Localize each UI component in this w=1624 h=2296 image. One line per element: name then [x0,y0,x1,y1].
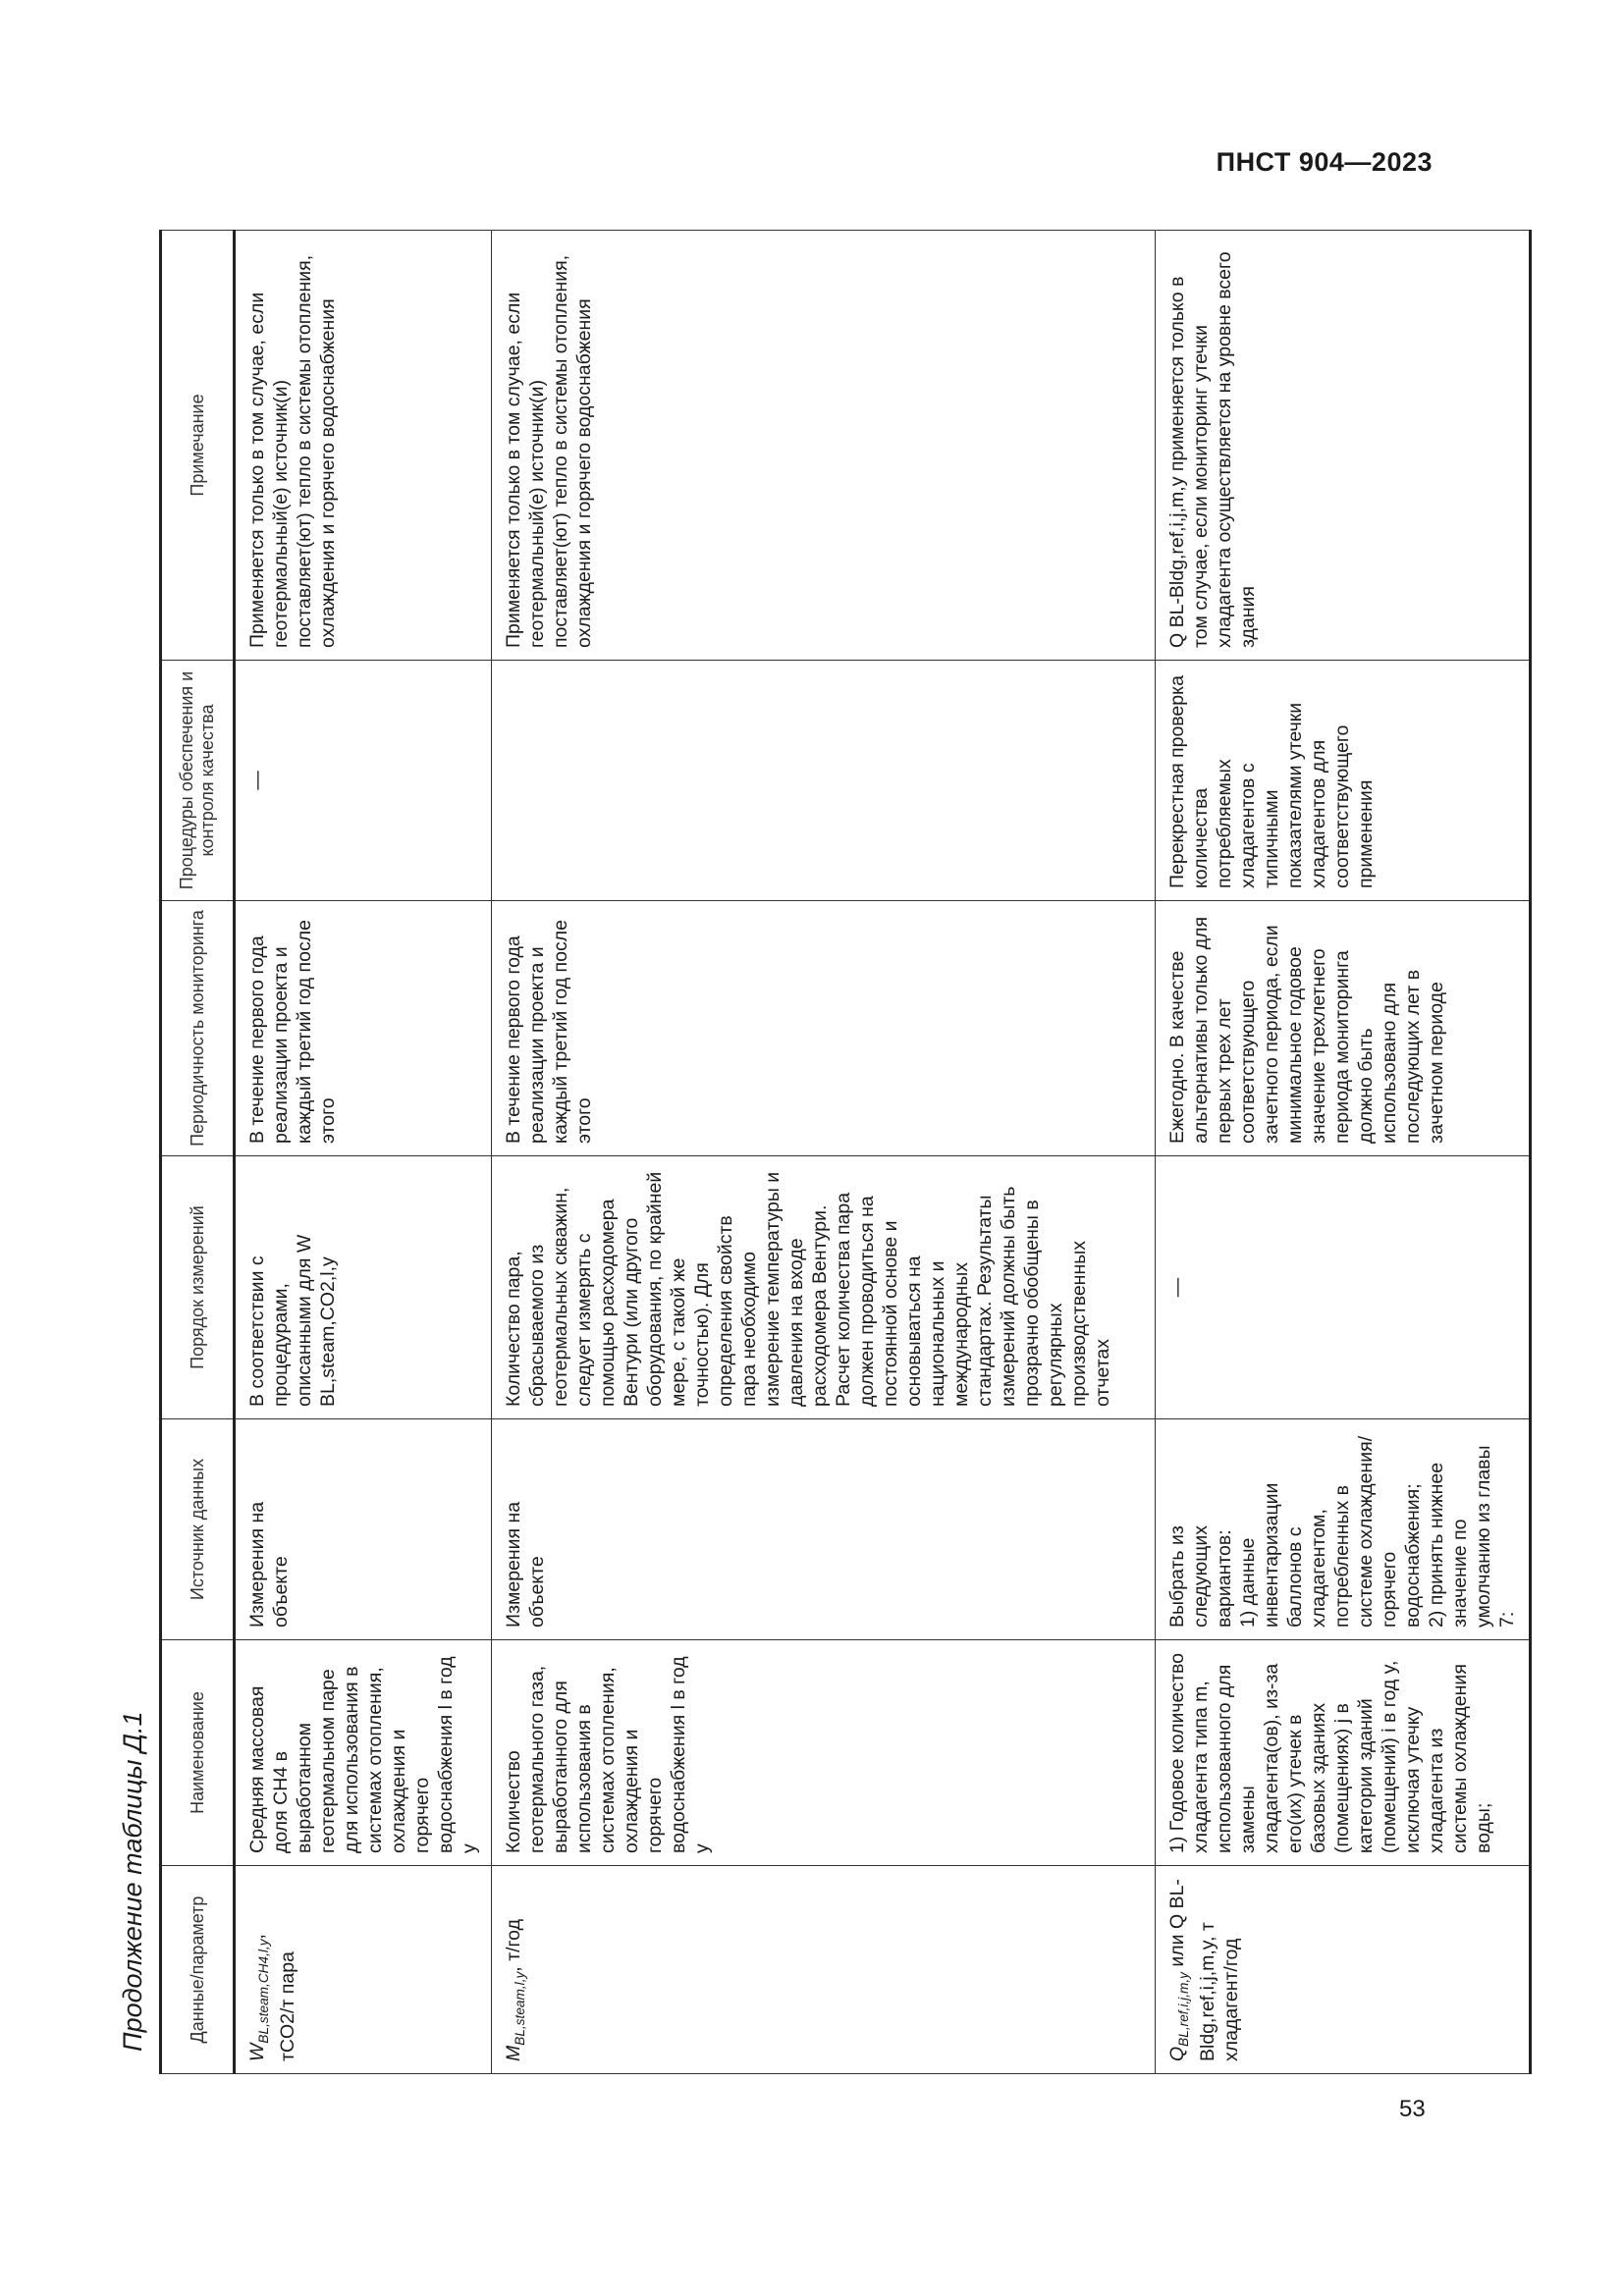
cell-name: Количество геотермального газа, выработанного для использования в системах отопления, охлаждения и горячего водоснабжения l в год y [492,1640,1156,1866]
col-header-parameter: Данные/параметр [161,1866,235,2074]
cell-qa-qc: Перекрестная проверка количества потребляемых хладагентов с типичными показателями утечки хладагентов для соответствующего применения [1156,661,1531,901]
cell-frequency: В течение первого года реализации проекта и каждый третий год после этого [492,901,1156,1156]
col-header-procedure: Порядок измерений [161,1156,235,1419]
cell-name: 1) Годовое количество хладагента типа m, использованного для замены хладагента(ов), из-за его(их) утечек в базовых зданиях (помещениях) j в категории зданий (помещений) i в год y, исключая утечку хладагента из системы охлаждения воды; [1156,1640,1531,1866]
col-header-name: Наименование [161,1640,235,1866]
cell-procedure: — [1156,1156,1531,1419]
cell-source: Измерения на объекте [235,1419,492,1640]
cell-source: Измерения на объекте [492,1419,1156,1640]
cell-note: Применяется только в том случае, если геотермальный(е) источник(и) поставляет(ют) тепло в системы отопления, охлаждения и горячего водоснабжения [235,231,492,661]
cell-parameter: $M_{BL,steam,l,y}$, т/год [492,1866,1156,2074]
cell-qa-qc [492,661,1156,901]
col-header-qa-qc: Процедуры обеспечения и контроля качества [161,661,235,901]
table-row [1156,231,1531,2074]
cell-parameter: $W_{BL,steam,CH4,l,y}$, тCO2/т пара [235,1866,492,2074]
cell-frequency: Ежегодно. В качестве альтернативы только для первых трех лет соответствующего зачетного периода, если минимальное годовое значение трехлетнего периода мониторинга должно быть использовано для последующих лет в зачетном периоде [1156,901,1531,1156]
cell-qa-qc: — [235,661,492,901]
cell-frequency: В течение первого года реализации проекта и каждый третий год после этого [235,901,492,1156]
monitoring-table [159,230,1532,2074]
col-header-source: Источник данных [161,1419,235,1640]
table-row [235,231,492,2074]
cell-source: Выбрать из следующих вариантов: 1) данные инвентаризации баллонов с хладагентом, потребленных в системе охлаждения/горячего водоснабжения; 2) принять нижнее значение по умолчанию из главы 7: [1156,1419,1531,1640]
cell-procedure: Количество пара, сбрасываемого из геотермальных скважин, следует измерять с помощью расходомера Вентури (или другого оборудования, по крайней мере, с такой же точностью). Для определения свойств пара необходимо измерение температуры и давления на входе расходомера Вентури. Расчет количества пара должен проводиться на постоянной основе и основываться на национальных и международных стандартах. Результаты измерений должны быть прозрачно обобщены в регулярных производственных отчетах [492,1156,1156,1419]
cell-note: Применяется только в том случае, если геотермальный(е) источник(и) поставляет(ют) тепло в системы отопления, охлаждения и горячего водоснабжения [492,231,1156,661]
document-code: ПНСТ 904—2023 [1216,147,1433,177]
col-header-frequency: Периодичность мониторинга [161,901,235,1156]
cell-name: Средняя массовая доля CH4 в выработанном геотермальном паре для использования в системах отопления, охлаждения и горячего водоснабжения l в год y [235,1640,492,1866]
table-rotated-container [159,231,1518,2074]
table-row [492,231,1156,2074]
col-header-note: Примечание [161,231,235,661]
page-number: 53 [1399,2096,1426,2122]
cell-parameter: $Q_{BL,ref,i,j,m,y}$ или Q BL-Bldg,ref,i,j,m,y, т хладагент/год [1156,1866,1531,2074]
cell-procedure: В соответствии с процедурами, описанными для W BL,steam,CO2,l,y [235,1156,492,1419]
table-caption: Продолжение таблицы Д.1 [118,1711,147,2052]
table-header-row [161,231,235,2074]
cell-note: Q BL-Bldg,ref,i,j,m,y применяется только в том случае, если мониторинг утечки хладагента осуществляется на уровне всего здания [1156,231,1531,661]
